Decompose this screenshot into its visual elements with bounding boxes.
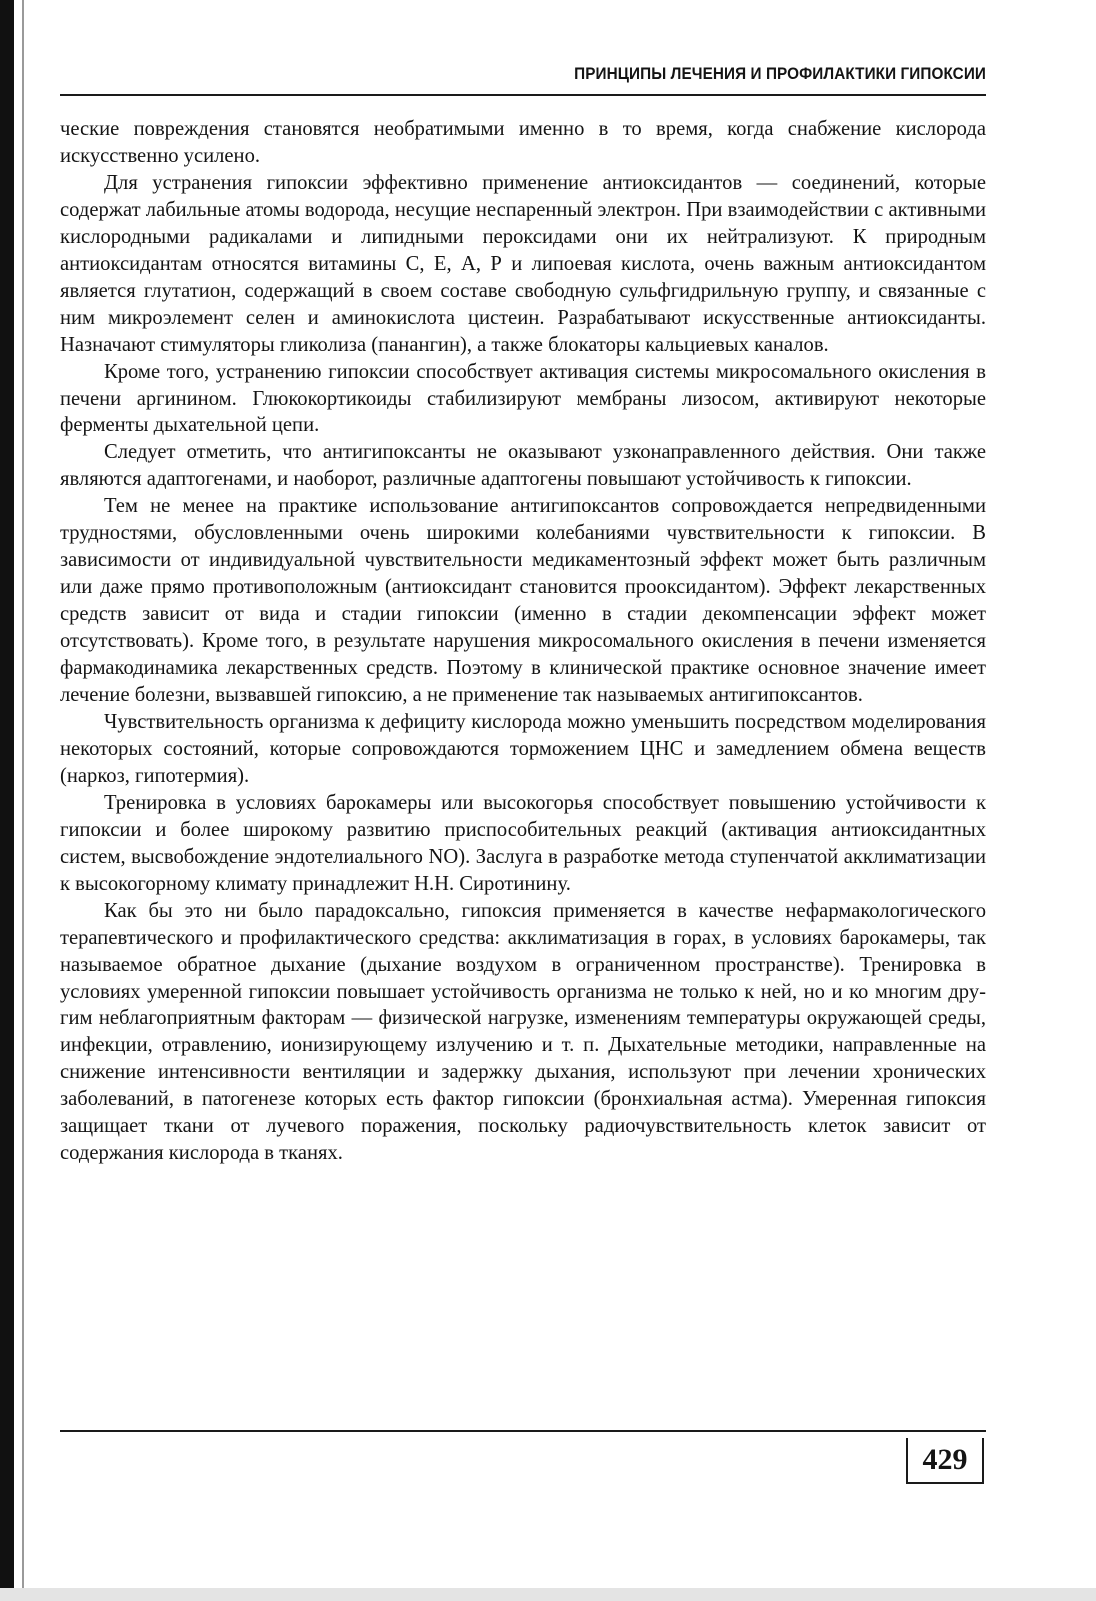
footer-rule bbox=[60, 1430, 986, 1432]
paragraph-antihypoxants-practice: Тем не менее на практике использование антигипоксантов сопровождается непредвиденными трудностями, обусловленными очень широкими колебаниями чувствительности к гипоксии. В зависимости от индивидуальной чувствительности медикаментозный эффект может быть различным или даже прямо противоположным (антиоксидант становится прооксидантом). Эффект лекарственных средств зависит от вида и стадии гипоксии (именно в стадии декомпенсации эффект может отсутствовать). Кроме того, в результате нарушения микросомального окисления в печени изменяется фармакодинамика лекарственных средств. Поэтому в клинической практике основное значение имеет лечение болезни, вызвавшей гипоксию, а не применение так называемых антигипоксантов. bbox=[60, 495, 986, 707]
paragraph-adaptogens: Следует отметить, что антигипоксанты не оказывают узконаправленного действия. Они также являются адаптогенами, и наоборот, различные адаптогены повышают устойчивость к гипоксии. bbox=[60, 441, 986, 491]
paragraph-hypoxia-therapy: Как бы это ни было парадоксально, гипоксия применяется в качестве нефармакологического терапевтического и профилактического средства: акклиматизация в горах, в условиях барокамеры, так называемое обратное дыхание (дыхание воздухом в ограниченном пространстве). Тренировка в условиях умеренной гипоксии повышает устойчивость организма не только к ней, но и ко многим другим неблагоприятным факторам — физической нагрузке, изменениям температуры окружающей среды, инфекции, отравлению, ионизирующему излучению и т. п. Дыхательные методики, направленные на снижение интенсивности вентиляции и задержку дыхания, используют при лечении хронических заболеваний, в патогенезе которых есть фактор гипоксии (бронхиальная астма). Умеренная гипоксия защищает ткани от лучевого поражения, поскольку радиочувствительность клеток зависит от содержания кислорода в тканях. bbox=[60, 899, 986, 1165]
paragraph-antioxidants: Для устранения гипоксии эффективно применение антиоксидантов — соединений, которые содержат лабильные атомы водорода, несущие неспаренный электрон. При взаимодействии с активными кислородными радикалами и липидными пероксидами они их нейтрализуют. К природным антиоксидантам относятся витамины С, Е, А, Р и липоевая кислота, очень важным антиоксидантом является глутатион, содержащий в своем составе свободную сульфгидрильную группу, и связанные с ним микроэлемент селен и аминокислота цистеин. Разрабатывают искусственные антиоксиданты. Назначают стимуляторы гликолиза (панангин), а также блокаторы кальциевых каналов. bbox=[60, 171, 986, 356]
paragraph-training: Тренировка в условиях барокамеры или высокогорья способствует повышению устойчивости к гипоксии и более широкому развитию приспособительных реакций (активация антиоксидантных систем, высвобождение эндотелиального NO). Заслуга в разработке метода ступенчатой акклиматизации к высокогорному климату принадлежит Н.Н. Сиротинину. bbox=[60, 791, 986, 895]
paragraph-microsomal-oxidation: Кроме того, устранению гипоксии способствует активация системы микросомального окисления в печени аргинином. Глюкокортикоиды стабилизируют мембраны лизосом, активируют некоторые ферменты дыхательной цепи. bbox=[60, 360, 986, 437]
paragraph-continued: ческие повреждения становятся необратимыми именно в то время, когда снабжение кислорода искусственно усилено. bbox=[60, 118, 986, 167]
running-title: ПРИНЦИПЫ ЛЕЧЕНИЯ И ПРОФИЛАКТИКИ ГИПОКСИИ bbox=[574, 64, 986, 83]
paragraph-sensitivity: Чувствительность организма к дефициту кислорода можно уменьшить посредством моделирования некоторых состояний, которые сопровождаются торможением ЦНС и замедлением обмена веществ (наркоз, гипотермия). bbox=[60, 710, 986, 787]
header-rule bbox=[60, 94, 986, 96]
page-number: 429 bbox=[922, 1443, 968, 1476]
page-binding-line bbox=[22, 0, 24, 1601]
page-bottom-edge bbox=[0, 1588, 1096, 1601]
page-number-box bbox=[906, 1438, 984, 1484]
main-text bbox=[60, 116, 986, 1167]
page-binding-edge bbox=[0, 0, 14, 1601]
